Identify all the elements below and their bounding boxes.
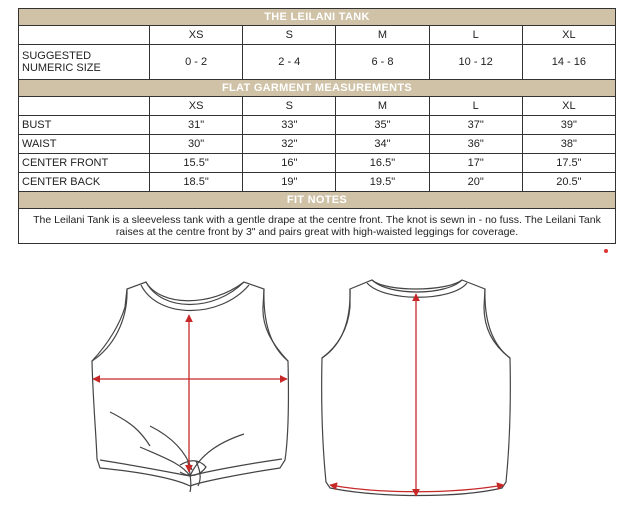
red-dot-mark (604, 249, 608, 253)
measurement-cell: 35" (336, 116, 429, 135)
measurement-cell: 20.5" (522, 173, 615, 192)
measurement-cell: 33" (243, 116, 336, 135)
measurement-cell: 30" (150, 135, 243, 154)
measurement-cell: 19.5" (336, 173, 429, 192)
measurement-cell: 38" (522, 135, 615, 154)
size-chart (18, 8, 616, 244)
size-header: XL (522, 26, 615, 45)
numeric-size-label: SUGGESTED NUMERIC SIZE (19, 45, 150, 80)
size-header: XS (150, 97, 243, 116)
measurement-cell: 16" (243, 154, 336, 173)
measurement-cell: 31" (150, 116, 243, 135)
flat-measurements-title: FLAT GARMENT MEASUREMENTS (19, 80, 616, 97)
fit-notes-title: FIT NOTES (19, 192, 616, 209)
measurement-row-bust (19, 116, 616, 135)
size-header: M (336, 97, 429, 116)
measurement-row-waist (19, 135, 616, 154)
size-header: XS (150, 26, 243, 45)
measurement-row-center-back (19, 173, 616, 192)
measurement-cell: 15.5" (150, 154, 243, 173)
numeric-size-value: 14 - 16 (522, 45, 615, 80)
size-header-row (19, 97, 616, 116)
size-header: L (429, 97, 522, 116)
numeric-size-row (19, 45, 616, 80)
measurement-cell: 16.5" (336, 154, 429, 173)
size-header-row (19, 26, 616, 45)
numeric-size-value: 6 - 8 (336, 45, 429, 80)
numeric-size-value: 10 - 12 (429, 45, 522, 80)
fit-notes-text: The Leilani Tank is a sleeveless tank with a gentle drape at the centre front. The knot is sewn in - no fuss. The Leilani Tank raises at the centre front by 3" and pairs great with high-waisted leggings for coverage. (19, 209, 616, 244)
size-header: S (243, 97, 336, 116)
measurement-cell: 32" (243, 135, 336, 154)
numeric-size-value: 2 - 4 (243, 45, 336, 80)
size-header: L (429, 26, 522, 45)
numeric-size-value: 0 - 2 (150, 45, 243, 80)
measurement-cell: 39" (522, 116, 615, 135)
measurement-row-center-front (19, 154, 616, 173)
row-label: BUST (19, 116, 150, 135)
row-label: CENTER FRONT (19, 154, 150, 173)
measurement-cell: 19" (243, 173, 336, 192)
measurement-cell: 18.5" (150, 173, 243, 192)
row-label: WAIST (19, 135, 150, 154)
garment-illustration (0, 262, 627, 513)
measurement-cell: 34" (336, 135, 429, 154)
size-header: M (336, 26, 429, 45)
size-header: S (243, 26, 336, 45)
front-measurement-lines (93, 315, 287, 472)
measurement-cell: 36" (429, 135, 522, 154)
measurement-cell: 20" (429, 173, 522, 192)
measurement-cell: 37" (429, 116, 522, 135)
row-label: CENTER BACK (19, 173, 150, 192)
back-measurement-lines (330, 294, 504, 496)
size-header: XL (522, 97, 615, 116)
measurement-cell: 17" (429, 154, 522, 173)
measurement-cell: 17.5" (522, 154, 615, 173)
tank-front-view (92, 282, 288, 492)
chart-title: THE LEILANI TANK (19, 9, 616, 26)
